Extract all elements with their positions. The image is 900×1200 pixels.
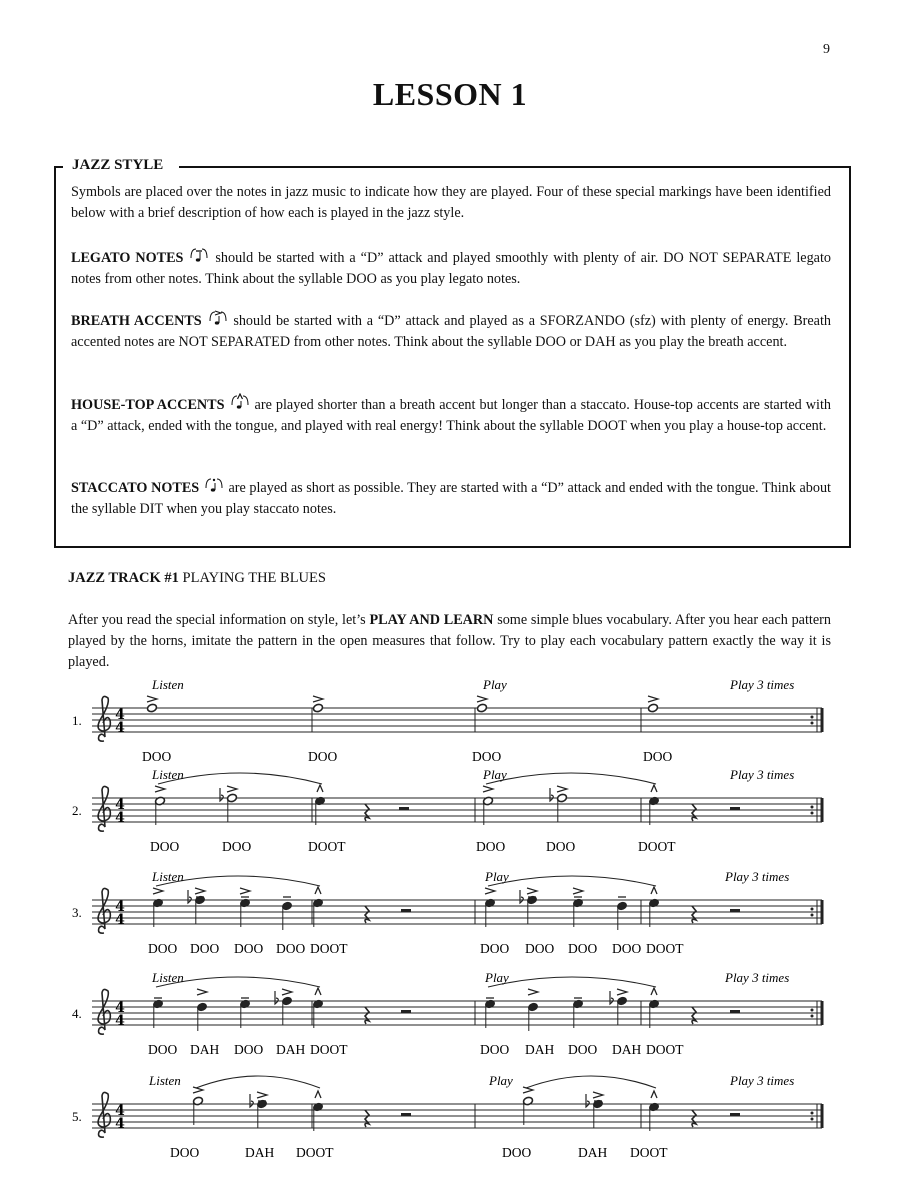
syllable-label: DOO [150, 839, 180, 854]
repeat-dot [811, 914, 814, 917]
slur-line [486, 773, 656, 784]
jazz-track-label: JAZZ TRACK #1 [68, 570, 179, 586]
repeat-instruction: Play 3 times [725, 970, 790, 985]
legato-notes-text: should be started with a “D” attack and played smoothly with plenty of air. DO NOT SEPARATE legato notes from other notes. Think about the syllable DOO as you play legato notes. [71, 250, 832, 287]
music-exercises [0, 670, 900, 1170]
syllable-label: DOO [643, 749, 673, 764]
time-signature-top: 4 [115, 899, 125, 915]
repeat-dot [811, 806, 814, 809]
syllable-label: DOO [148, 941, 178, 956]
track-intro-bold: PLAY AND LEARN [369, 612, 494, 628]
syllable-label: DOO [480, 941, 510, 956]
exercise-number: 1. [72, 713, 82, 728]
repeat-instruction: Play 3 times [730, 677, 795, 692]
track-intro-pre: After you read the special information on style, let’s [68, 612, 370, 628]
staccato-notes-text: are played as short as possible. They are started with a “D” attack and ended with the tongue. Think about the syllable DIT when you play staccato notes. [71, 480, 832, 517]
listen-cue: Listen [152, 677, 184, 692]
time-signature-bottom: 4 [115, 720, 125, 736]
syllable-label: DAH [612, 1042, 642, 1057]
track-intro-post: some simple blues vocabulary. After you hear each pattern played by the horns, imitate the pattern in the open measures that follow. Try to play each vocabulary pattern exactly the way it is played. [68, 612, 831, 670]
breath-accent-mark [527, 888, 537, 894]
syllable-label: DAH [578, 1145, 608, 1160]
repeat-dot [811, 812, 814, 815]
flat-sign-icon [520, 890, 523, 903]
time-signature-top: 4 [115, 1000, 125, 1016]
slur-line [196, 1076, 320, 1088]
time-signature-top: 4 [115, 707, 125, 723]
treble-clef-icon [98, 786, 110, 831]
house-top-accent-mark [317, 785, 323, 792]
half-rest-icon [399, 807, 409, 810]
breath-accent-mark [147, 696, 157, 702]
breath-accent-symbol-icon [207, 309, 229, 325]
quarter-rest-icon [365, 1110, 369, 1127]
syllable-label: DOO [480, 1042, 510, 1057]
house-top-accent-mark [315, 988, 321, 995]
flat-sign-icon [188, 890, 191, 903]
breath-accent-mark [193, 1087, 203, 1093]
quarter-rest-icon [365, 906, 369, 923]
breath-accent-mark [227, 786, 237, 792]
syllable-label: DOOT [630, 1145, 668, 1160]
page-number: 9 [823, 42, 830, 57]
treble-clef-icon [98, 1092, 110, 1137]
jazz-track-title [68, 570, 326, 587]
box-top-rule-left [56, 166, 63, 168]
quarter-rest-icon [692, 906, 696, 923]
breath-accent-mark [195, 888, 205, 894]
syllable-label: DOOT [310, 941, 348, 956]
flat-sign-icon [275, 991, 278, 1004]
flat-sign-icon [610, 991, 613, 1004]
breath-accent-mark [528, 989, 538, 995]
syllable-label: DAH [525, 1042, 555, 1057]
legato-notes-term: LEGATO NOTES [71, 250, 184, 266]
play-cue: Play [485, 869, 509, 884]
listen-cue: Listen [152, 767, 184, 782]
listen-cue: Listen [152, 970, 184, 985]
exercise-number: 5. [72, 1109, 82, 1124]
syllable-label: DOO [502, 1145, 532, 1160]
time-signature-bottom: 4 [115, 1013, 125, 1029]
staccato-symbol-icon [203, 476, 225, 492]
breath-accents-term: BREATH ACCENTS [71, 313, 202, 329]
syllable-label: DOOT [308, 839, 346, 854]
jazz-style-intro: Symbols are placed over the notes in jazz music to indicate how they are played. Four of these special markings have been identified below with a brief description of how each is played in the jazz style. [71, 184, 831, 221]
exercise-5 [72, 1073, 822, 1160]
listen-cue: Listen [152, 869, 184, 884]
repeat-instruction: Play 3 times [730, 1073, 795, 1088]
breath-accent-mark [557, 786, 567, 792]
syllable-label: DOO [170, 1145, 200, 1160]
repeat-dot [811, 1112, 814, 1115]
time-signature-top: 4 [115, 797, 125, 813]
repeat-dot [811, 1015, 814, 1018]
syllable-label: DAH [276, 1042, 306, 1057]
jazz-style-box [54, 157, 851, 548]
syllable-label: DAH [190, 1042, 220, 1057]
breath-accent-mark [523, 1087, 533, 1093]
note-head [147, 703, 158, 713]
breath-accent-mark [153, 888, 163, 894]
jazz-track-name: PLAYING THE BLUES [182, 570, 326, 586]
note-head [477, 703, 488, 713]
flat-sign-icon [220, 788, 223, 801]
house-top-accents-term: HOUSE-TOP ACCENTS [71, 397, 225, 413]
breath-accent-mark [282, 989, 292, 995]
syllable-label: DOO [190, 941, 220, 956]
repeat-instruction: Play 3 times [725, 869, 790, 884]
breath-accents-paragraph [71, 309, 831, 353]
repeat-dot [811, 1118, 814, 1121]
breath-accent-mark [477, 696, 487, 702]
syllable-label: DOOT [646, 941, 684, 956]
slur-line [488, 977, 656, 987]
breath-accent-mark [240, 888, 250, 894]
listen-cue: Listen [149, 1073, 181, 1088]
box-top-rule-right [179, 166, 849, 168]
house-top-accent-mark [315, 887, 321, 894]
track-intro-paragraph [68, 610, 831, 673]
treble-clef-icon [98, 989, 110, 1034]
legato-symbol-icon [188, 246, 210, 262]
repeat-dot [811, 722, 814, 725]
time-signature-bottom: 4 [115, 1116, 125, 1132]
half-rest-icon [401, 1113, 411, 1116]
treble-clef-icon [98, 888, 110, 933]
syllable-label: DOO [612, 941, 642, 956]
breath-accent-mark [648, 696, 658, 702]
note-head [648, 703, 659, 713]
quarter-rest-icon [365, 1007, 369, 1024]
time-signature-top: 4 [115, 1103, 125, 1119]
quarter-rest-icon [692, 1110, 696, 1127]
syllable-label: DOO [276, 941, 306, 956]
syllable-label: DOO [568, 941, 598, 956]
house-top-accent-mark [651, 1091, 657, 1098]
flat-sign-icon [250, 1094, 253, 1107]
syllable-label: DOO [568, 1042, 598, 1057]
half-rest-icon [401, 909, 411, 912]
exercise-1 [72, 677, 822, 764]
breath-accent-mark [573, 888, 583, 894]
note-head [313, 703, 324, 713]
syllable-label: DOO [525, 941, 555, 956]
exercise-3 [72, 869, 822, 956]
half-rest-icon [401, 1010, 411, 1013]
quarter-rest-icon [365, 804, 369, 821]
breath-accent-mark [257, 1092, 267, 1098]
exercise-number: 2. [72, 803, 82, 818]
play-cue: Play [483, 767, 507, 782]
house-top-accent-mark [651, 988, 657, 995]
quarter-rest-icon [692, 1007, 696, 1024]
flat-sign-icon [550, 788, 553, 801]
house-top-accent-mark [651, 887, 657, 894]
exercise-number: 4. [72, 1006, 82, 1021]
slur-line [488, 876, 656, 886]
half-rest-icon [730, 1010, 740, 1013]
breath-accent-mark [617, 989, 627, 995]
time-signature-bottom: 4 [115, 912, 125, 928]
play-cue: Play [489, 1073, 513, 1088]
half-rest-icon [730, 909, 740, 912]
time-signature-bottom: 4 [115, 810, 125, 826]
breath-accent-mark [313, 696, 323, 702]
jazz-style-heading: JAZZ STYLE [69, 157, 166, 174]
exercise-4 [72, 970, 822, 1057]
syllable-label: DOOT [310, 1042, 348, 1057]
staccato-notes-term: STACCATO NOTES [71, 480, 200, 496]
treble-clef-icon [98, 696, 110, 741]
half-rest-icon [730, 1113, 740, 1116]
slur-line [526, 1076, 656, 1088]
repeat-dot [811, 908, 814, 911]
house-top-accent-mark [315, 1091, 321, 1098]
half-rest-icon [730, 807, 740, 810]
breath-accent-mark [593, 1092, 603, 1098]
syllable-label: DOOT [296, 1145, 334, 1160]
syllable-label: DOO [222, 839, 252, 854]
breath-accent-mark [483, 786, 493, 792]
house-top-symbol-icon [229, 393, 251, 409]
play-cue: Play [485, 970, 509, 985]
house-top-accent-mark [651, 785, 657, 792]
quarter-rest-icon [692, 804, 696, 821]
repeat-instruction: Play 3 times [730, 767, 795, 782]
breath-accent-mark [485, 888, 495, 894]
breath-accents-text: should be started with a “D” attack and played as a SFORZANDO (sfz) with plenty of energy. Breath accented notes are NOT SEPARATED from other notes. Think about the syllable DOO or DAH as you play the breath accent. [71, 313, 832, 350]
exercise-number: 3. [72, 905, 82, 920]
syllable-label: DOO [234, 1042, 264, 1057]
repeat-dot [811, 716, 814, 719]
syllable-label: DOO [546, 839, 576, 854]
flat-sign-icon [586, 1094, 589, 1107]
repeat-dot [811, 1009, 814, 1012]
syllable-label: DOO [148, 1042, 178, 1057]
syllable-label: DOOT [638, 839, 676, 854]
house-top-accents-text: are played shorter than a breath accent but longer than a staccato. House-top accents are started with a “D” attack, ended with the tongue, and played with real energy! Think about the syllable DOOT when you play a house-top accent. [71, 397, 832, 434]
breath-accent-mark [155, 786, 165, 792]
syllable-label: DOOT [646, 1042, 684, 1057]
staccato-notes-paragraph [71, 476, 831, 520]
play-cue: Play [483, 677, 507, 692]
house-top-accents-paragraph [71, 393, 831, 437]
syllable-label: DOO [308, 749, 338, 764]
syllable-label: DOO [142, 749, 172, 764]
syllable-label: DOO [234, 941, 264, 956]
syllable-label: DOO [472, 749, 502, 764]
exercise-2 [72, 767, 822, 854]
lesson-title: LESSON 1 [372, 76, 528, 112]
syllable-label: DAH [245, 1145, 275, 1160]
legato-notes-paragraph [71, 246, 831, 290]
syllable-label: DOO [476, 839, 506, 854]
breath-accent-mark [197, 989, 207, 995]
